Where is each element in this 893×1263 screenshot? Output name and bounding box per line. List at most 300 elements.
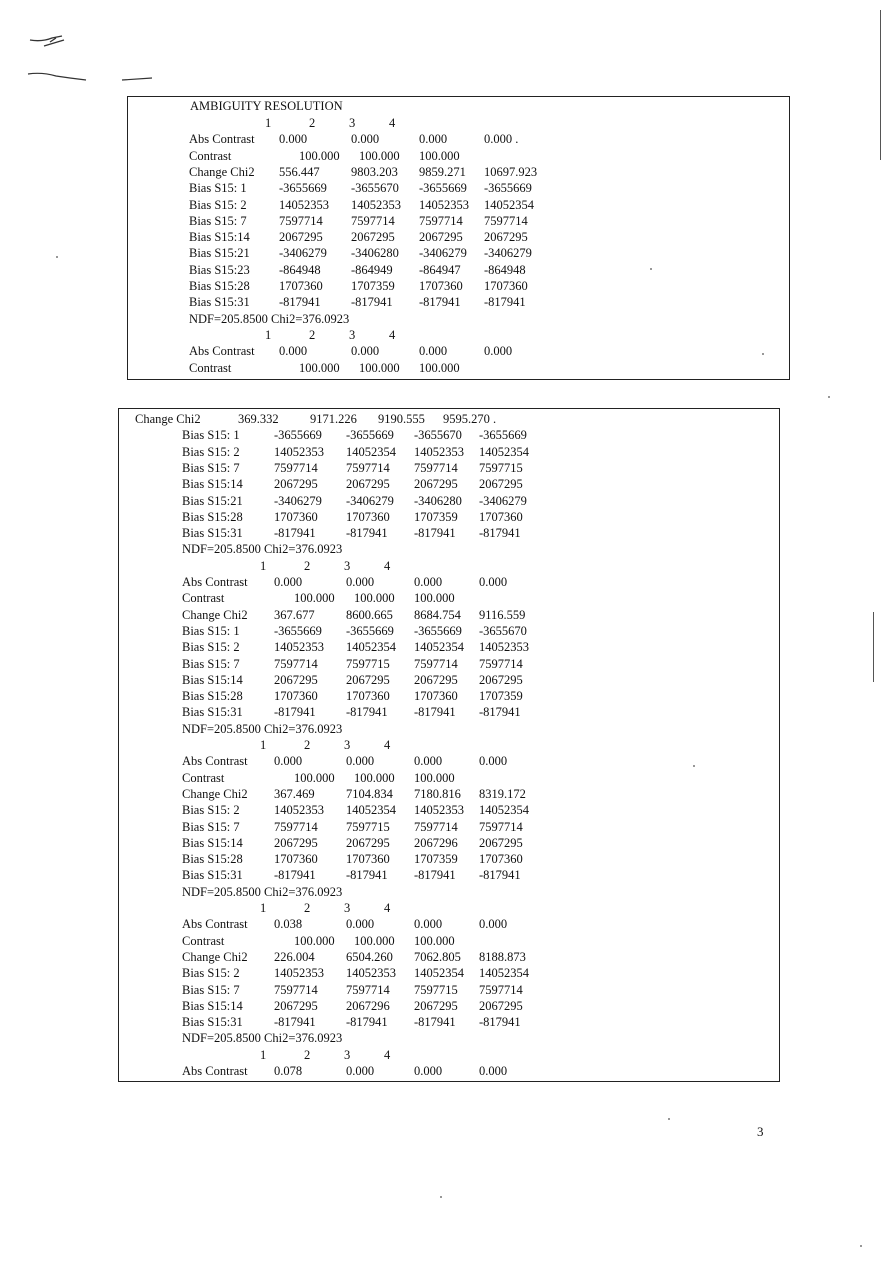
row-label: Change Chi2 [189,164,255,179]
value-cell: -817941 [274,1015,316,1030]
data-row [189,294,526,310]
value-cell: 7597714 [274,819,318,834]
value-cell: 100.000 [294,591,335,606]
data-row [182,493,527,509]
value-cell: 1 [260,901,267,915]
row-label: Bias S15:31 [182,526,243,541]
value-cell: 7597714 [346,982,390,997]
data-row [189,262,526,278]
value-cell: 0.000 [479,575,508,589]
data-row [182,672,523,688]
row-label: Bias S15:31 [182,705,243,720]
value-cell: 14052353 [414,803,464,818]
value-cell: -864949 [351,262,393,277]
value-cell: -3655669 [274,428,322,443]
data-row [182,998,523,1014]
value-cell: -817941 [346,1015,388,1030]
row-label: Bias S15: 2 [182,640,240,655]
value-cell: 1707360 [274,852,318,867]
value-cell: 100.000 [419,360,460,375]
value-cell: 14052354 [484,197,534,212]
data-row [189,164,538,180]
value-cell: 2067295 [279,230,323,245]
value-cell: 2067295 [346,477,390,492]
value-cell: 100.000 [414,933,455,948]
value-cell: -3655670 [351,181,399,196]
data-row [189,360,460,376]
data-row [182,802,529,818]
value-cell: 100.000 [354,933,395,948]
value-cell: -3406279 [274,493,322,508]
value-cell: 2067295 [479,835,523,850]
value-cell: 0.000 [279,132,308,147]
value-cell: 14052354 [479,444,529,459]
value-cell: 14052354 [346,640,396,655]
value-cell: 7104.834 [346,786,393,801]
handwritten-scribble [22,28,162,88]
value-cell: 556.447 [279,164,320,179]
data-row [182,916,508,932]
value-cell: -3655669 [279,181,327,196]
data-row [182,574,508,590]
value-cell: 0.000 [274,754,303,769]
value-cell: 1707360 [346,852,390,867]
row-label: Bias S15: 2 [182,966,240,981]
data-row [182,623,527,639]
value-cell: 14052354 [346,803,396,818]
data-row [182,509,523,525]
row-label: NDF=205.8500 Chi2=376.0923 [189,311,350,326]
row-label: Abs Contrast [182,1064,248,1078]
value-cell: 0.000 [419,344,448,359]
value-cell: 2067295 [274,998,318,1013]
value-cell: 14052354 [346,444,396,459]
value-cell: 7597715 [414,982,458,997]
value-cell: -817941 [414,1015,456,1030]
row-label: Bias S15: 7 [182,982,240,997]
value-cell: -3655670 [414,428,462,443]
value-cell: 14052353 [351,197,401,212]
row-label: Bias S15:14 [182,477,243,492]
row-label: Bias S15:14 [189,230,250,245]
value-cell: 1707360 [346,689,390,704]
value-cell: 2067295 [346,672,390,687]
value-cell: 2067295 [414,477,458,492]
row-label: Bias S15:28 [182,509,243,524]
value-cell: 2067295 [351,230,395,245]
data-row [189,245,532,261]
value-cell: -817941 [414,868,456,883]
value-cell: 226.004 [274,949,315,964]
value-cell: 9859.271 [419,164,466,179]
value-cell: 7597714 [279,213,323,228]
data-row [135,411,497,427]
value-cell: 100.000 [419,148,460,163]
row-label: Abs Contrast [189,132,255,147]
row-label: Change Chi2 [182,786,248,801]
value-cell: 2067295 [274,672,318,687]
data-row [182,476,523,492]
scan-mark [873,612,874,682]
value-cell: 0.000 [414,917,443,932]
row-label: Bias S15: 7 [182,819,240,834]
value-cell: 1707360 [274,689,318,704]
value-cell: 7062.805 [414,949,461,964]
value-cell: 0.000 [279,344,308,359]
value-cell: 7597715 [479,460,523,475]
value-cell: 14052353 [279,197,329,212]
value-cell: 7597714 [414,656,458,671]
value-cell: 3 [344,738,351,752]
value-cell: 2067295 [414,998,458,1013]
value-cell: 14052353 [479,640,529,655]
row-label: Bias S15: 7 [182,656,240,671]
value-cell: 0.000 [346,754,375,769]
data-row [189,278,528,294]
data-row [182,444,529,460]
value-cell: -817941 [414,705,456,720]
data-row [182,525,521,541]
value-cell: 7597714 [414,460,458,475]
value-cell: 1 [260,738,267,752]
value-cell: 1707359 [414,852,458,867]
value-cell: -817941 [479,705,521,720]
row-label: Bias S15:31 [189,295,250,310]
row-label: NDF=205.8500 Chi2=376.0923 [182,1031,343,1046]
value-cell: -3406279 [346,493,394,508]
data-row [182,460,523,476]
value-cell: 7597715 [346,656,390,671]
value-cell: 100.000 [299,148,340,163]
data-row [182,656,523,672]
value-cell: 2 [304,1047,311,1062]
value-cell: 2067295 [274,477,318,492]
value-cell: -3655670 [479,623,527,638]
row-label: Change Chi2 [135,412,201,426]
data-row [182,982,523,998]
value-cell: 3 [344,901,351,915]
row-label: Contrast [182,770,225,785]
value-cell: 0.000 [351,344,380,359]
value-cell: -864947 [419,262,461,277]
row-label: Bias S15: 1 [189,181,247,196]
data-row [182,965,529,981]
value-cell: 100.000 [354,591,395,606]
value-cell: 9803.203 [351,164,398,179]
value-cell: 14052353 [274,966,324,981]
value-cell: 2 [304,901,311,915]
value-cell: 0.000 [479,917,508,932]
speckle [860,1245,862,1247]
value-cell: 2 [309,116,316,130]
data-row [182,704,521,720]
value-cell: 1707360 [419,279,463,293]
row-label: Bias S15:28 [182,689,243,704]
row-label: Bias S15:28 [189,279,250,293]
data-row [189,213,528,229]
row-label: Bias S15: 1 [182,623,240,638]
value-cell: 100.000 [359,148,400,163]
data-row [189,180,532,196]
value-cell: 14052354 [414,966,464,981]
row-label: Contrast [189,360,232,375]
value-cell: 1707360 [414,689,458,704]
value-cell: 9595.270 . [443,412,497,426]
value-cell: 9190.555 [378,412,425,426]
value-cell: 100.000 [359,360,400,375]
value-cell: 7597714 [274,460,318,475]
data-row [182,753,508,769]
value-cell: 7597714 [274,982,318,997]
data-row [182,933,455,949]
value-cell: 0.000 [274,575,303,589]
data-row [182,639,529,655]
value-cell: -3406279 [279,246,327,261]
value-cell: -817941 [279,295,321,310]
value-cell: 2067295 [479,672,523,687]
value-cell: -3655669 [484,181,532,196]
data-row [182,786,526,802]
value-cell: -3655669 [346,623,394,638]
data-row [182,688,523,704]
value-cell: 7597714 [274,656,318,671]
data-row [182,1030,342,1046]
value-cell: 1707359 [414,509,458,524]
data-row [182,590,455,606]
value-cell: 1 [260,558,267,573]
value-cell: 8188.873 [479,949,526,964]
row-label: Contrast [182,591,225,606]
data-row [182,819,523,835]
value-cell: 7597714 [479,982,523,997]
value-cell: 2067295 [274,835,318,850]
value-cell: 14052354 [479,803,529,818]
data-row [182,541,342,557]
value-cell: 14052353 [419,197,469,212]
value-cell: 1707359 [351,279,395,293]
row-label: Bias S15:14 [182,835,243,850]
value-cell: 4 [389,327,396,342]
value-cell: 7597714 [484,213,528,228]
value-cell: 14052353 [274,803,324,818]
value-cell: -817941 [274,705,316,720]
value-cell: -817941 [484,295,526,310]
value-cell: 367.677 [274,607,315,622]
value-cell: 0.000 [479,754,508,769]
speckle [828,396,830,398]
value-cell: 0.000 [419,132,448,147]
value-cell: -3655669 [414,623,462,638]
row-label: Bias S15: 7 [182,460,240,475]
value-cell: -3406279 [419,246,467,261]
value-cell: -817941 [274,526,316,541]
value-cell: 0.038 [274,917,303,932]
value-cell: 369.332 [238,412,279,426]
data-row [182,851,523,867]
value-cell: -817941 [479,868,521,883]
data-row [189,311,349,327]
value-cell: 6504.260 [346,949,393,964]
value-cell: 100.000 [299,360,340,375]
data-row [182,607,526,623]
value-cell: 1707360 [484,279,528,293]
row-label: Change Chi2 [182,607,248,622]
value-cell: -3655669 [479,428,527,443]
data-row [189,343,513,359]
value-cell: 4 [384,558,391,573]
speckle [440,1196,442,1198]
value-cell: 2067295 [479,477,523,492]
value-cell: 0.000 [414,754,443,769]
value-cell: 14052353 [346,966,396,981]
value-cell: 2067296 [414,835,458,850]
data-row [182,884,342,900]
row-label: Bias S15: 2 [189,197,247,212]
value-cell: 1 [265,327,272,342]
value-cell: 1707359 [479,689,523,704]
row-label: Bias S15:21 [182,493,243,508]
data-row [182,770,455,786]
row-label: Bias S15:31 [182,1015,243,1030]
value-cell: 2067295 [479,998,523,1013]
value-cell: 7597715 [346,819,390,834]
value-cell: 14052353 [274,640,324,655]
value-cell: 1707360 [479,509,523,524]
row-label: NDF=205.8500 Chi2=376.0923 [182,542,343,557]
value-cell: -817941 [346,868,388,883]
value-cell: 2067296 [346,998,390,1013]
value-cell: 14052354 [414,640,464,655]
value-cell: 2 [304,558,311,573]
value-cell: -3406280 [351,246,399,261]
value-cell: -817941 [479,526,521,541]
value-cell: 2067295 [346,835,390,850]
data-row [182,867,521,883]
data-row [189,197,534,213]
data-row [182,949,526,965]
speckle [668,1118,670,1120]
value-cell: -817941 [419,295,461,310]
row-label: Bias S15:28 [182,852,243,867]
row-label: Abs Contrast [182,754,248,769]
value-cell: 0.000 . [484,132,519,147]
value-cell: 100.000 [294,770,335,785]
value-cell: 9116.559 [479,607,526,622]
value-cell: -817941 [479,1015,521,1030]
row-label: Bias S15: 1 [182,428,240,443]
row-label: Contrast [182,933,225,948]
value-cell: 2067295 [484,230,528,245]
value-cell: 3 [344,1047,351,1062]
value-cell: -817941 [346,705,388,720]
value-cell: 1707360 [279,279,323,293]
row-label: Bias S15:14 [182,998,243,1013]
speckle [56,256,58,258]
value-cell: -3406279 [479,493,527,508]
row-label: Abs Contrast [182,917,248,932]
value-cell: 0.000 [484,344,513,359]
value-cell: 100.000 [414,591,455,606]
value-cell: 7180.816 [414,786,461,801]
value-cell: 7597714 [419,213,463,228]
value-cell: -3655669 [346,428,394,443]
value-cell: 0.000 [351,132,380,147]
data-row [189,131,519,147]
value-cell: -864948 [279,262,321,277]
row-label: Bias S15:23 [189,262,250,277]
data-row [182,835,523,851]
value-cell: 4 [384,738,391,752]
data-row [189,229,528,245]
value-cell: 100.000 [294,933,335,948]
value-cell: 14052354 [479,966,529,981]
value-cell: 0.000 [414,575,443,589]
scan-mark [880,10,881,160]
value-cell: 0.078 [274,1064,303,1078]
value-cell: 7597714 [346,460,390,475]
value-cell: -817941 [346,526,388,541]
value-cell: 7597714 [414,819,458,834]
value-cell: 8319.172 [479,786,526,801]
value-cell: 0.000 [346,1064,375,1078]
value-cell: 3 [349,327,356,342]
value-cell: 100.000 [354,770,395,785]
value-cell: 367.469 [274,786,315,801]
value-cell: 2067295 [414,672,458,687]
data-row [182,427,527,443]
data-row [189,148,460,164]
value-cell: 0.000 [479,1064,508,1078]
value-cell: 9171.226 [310,412,357,426]
value-cell: 100.000 [414,770,455,785]
value-cell: 0.000 [414,1064,443,1078]
value-cell: -3406280 [414,493,462,508]
value-cell: 7597714 [479,819,523,834]
row-label: Abs Contrast [182,575,248,589]
value-cell: -3655669 [419,181,467,196]
value-cell: 0.000 [346,917,375,932]
row-label: Bias S15: 2 [182,444,240,459]
value-cell: 8600.665 [346,607,393,622]
row-label: Change Chi2 [182,949,248,964]
value-cell: 1707360 [346,509,390,524]
data-row [182,721,342,737]
value-cell: 4 [384,901,391,915]
value-cell: 10697.923 [484,164,538,179]
value-cell: 3 [349,116,356,130]
value-cell: -817941 [414,526,456,541]
value-cell: -3406279 [484,246,532,261]
value-cell: 1707360 [274,509,318,524]
row-label: Bias S15: 7 [189,213,247,228]
row-label: Bias S15:14 [182,672,243,687]
value-cell: -817941 [351,295,393,310]
row-label: Bias S15:31 [182,868,243,883]
row-label: NDF=205.8500 Chi2=376.0923 [182,884,343,899]
row-label: NDF=205.8500 Chi2=376.0923 [182,721,343,736]
value-cell: 2067295 [419,230,463,245]
value-cell: 1 [260,1047,267,1062]
row-label: Bias S15:21 [189,246,250,261]
value-cell: 2 [309,327,316,342]
value-cell: 0.000 [346,575,375,589]
value-cell: 14052353 [274,444,324,459]
value-cell: 7597714 [351,213,395,228]
value-cell: 3 [344,558,351,573]
row-label: Bias S15: 2 [182,803,240,818]
value-cell: 4 [389,116,396,130]
row-label: Contrast [189,148,232,163]
